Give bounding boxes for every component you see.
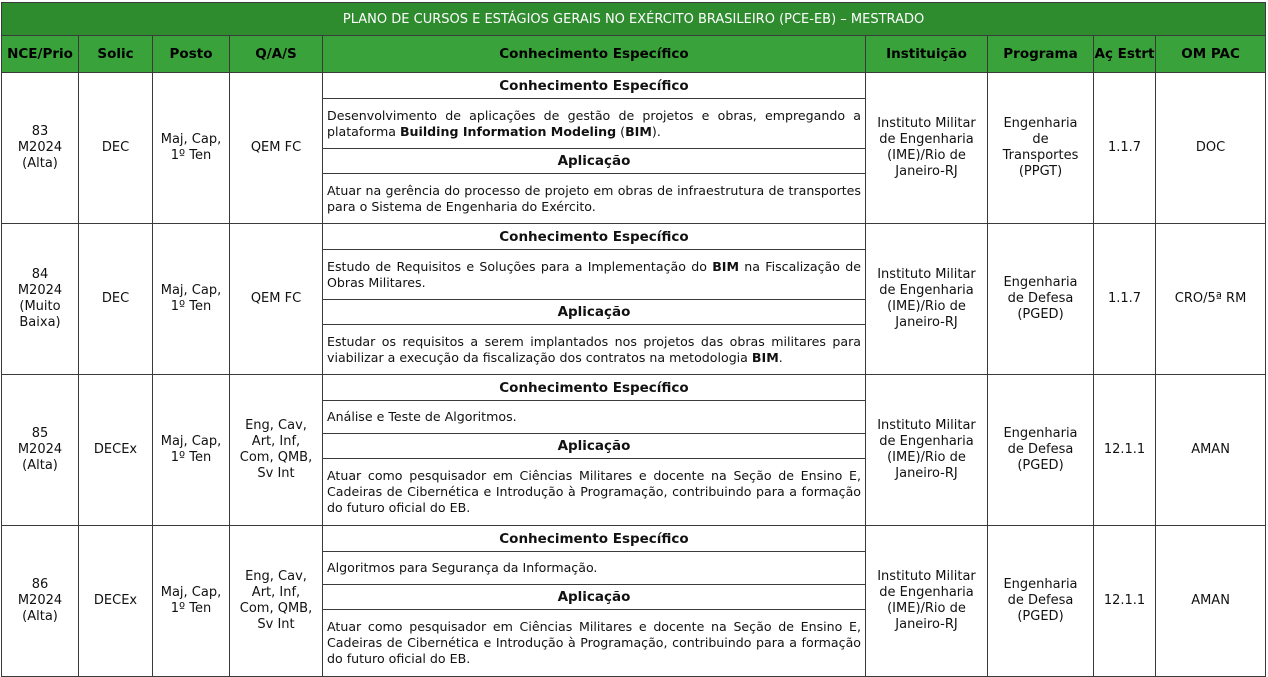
instituicao-cell [866,224,988,375]
posto-cell [153,375,230,526]
conhecimento-bold: Building Information Modeling [399,123,617,139]
knowledge-cell [323,375,866,526]
header-ac-estrt: Aç Estrt [1094,36,1156,73]
header-row [2,36,1266,73]
qas-cell [230,73,323,224]
nce-number: 83 [31,124,49,139]
qas-cell [230,224,323,375]
subheader-conhecimento: Conhecimento Específico [499,228,689,245]
programa-text: Engenharia de Transportes (PPGT) [1002,116,1079,179]
knowledge-subtable [323,375,865,525]
nce-cell [2,73,79,224]
table-row [2,73,1266,224]
ac-estrt-cell: 12.1.1 [1094,526,1156,677]
nce-priority: (Alta) [22,458,58,473]
aplicacao-text [323,325,865,375]
conhecimento-part: Algoritmos para Segurança da Informação. [327,560,598,575]
header-om-pac: OM PAC [1156,36,1266,73]
posto-text: Maj, Cap, 1º Ten [160,434,222,465]
conhecimento-part: Análise e Teste de Algoritmos. [327,409,517,424]
conhecimento-bold: BIM [712,258,740,274]
header-solic: Solic [79,36,153,73]
posto-cell [153,73,230,224]
subheader-aplicacao: Aplicação [323,585,865,610]
knowledge-cell [323,526,866,677]
conhecimento-bold: BIM [625,123,652,139]
table-row [2,526,1266,677]
subheader-aplicacao: Aplicação [323,434,865,459]
conhecimento-part: Estudo de Requisitos e Soluções para a Implementação do [327,258,713,274]
subheader-conhecimento: Conhecimento Específico [499,379,689,396]
solic-cell: DECEx [79,526,153,677]
nce-priority: (Alta) [22,609,58,624]
instituicao-text: Instituto Militar de Engenharia (IME)/Rio de Janeiro-RJ [877,116,976,179]
knowledge-subtable [323,526,865,676]
conhecimento-part: Desenvolvimento de aplicações de gestão de projetos e obras, empregando a plataforma [327,107,861,139]
conhecimento-part: na Fiscalização de Obras Militares. [327,258,861,290]
table-title: PLANO DE CURSOS E ESTÁGIOS GERAIS NO EXÉRCITO BRASILEIRO (PCE-EB) – MESTRADO [2,3,1266,36]
om-pac-cell: AMAN [1156,526,1266,677]
nce-code: M2024 [17,140,63,155]
ac-estrt-cell: 12.1.1 [1094,375,1156,526]
header-qas: Q/A/S [230,36,323,73]
nce-code: M2024 [17,593,63,608]
ac-estrt-cell: 1.1.7 [1094,224,1156,375]
posto-text: Maj, Cap, 1º Ten [160,585,222,616]
conhecimento-part: ( [616,123,626,139]
aplicacao-part: Atuar na gerência do processo de projeto em obras de infraestrutura de transportes para o Sistema de Engenharia do Exército. [327,182,861,214]
conhecimento-text [323,401,865,434]
subheader-conhecimento: Conhecimento Específico [499,77,689,94]
programa-text: Engenharia de Defesa (PGED) [1003,275,1078,322]
qas-text: QEM FC [250,291,302,306]
solic-cell: DEC [79,73,153,224]
om-pac-cell: DOC [1156,73,1266,224]
qas-text: Eng, Cav, Art, Inf, Com, QMB, Sv Int [239,418,313,481]
programa-text: Engenharia de Defesa (PGED) [1003,577,1078,624]
nce-priority: (Alta) [22,156,58,171]
table-row [2,224,1266,375]
nce-number: 84 [31,267,49,282]
ac-estrt-cell: 1.1.7 [1094,73,1156,224]
knowledge-subtable [323,73,865,223]
qas-text: Eng, Cav, Art, Inf, Com, QMB, Sv Int [239,569,313,632]
posto-text: Maj, Cap, 1º Ten [160,132,222,163]
instituicao-text: Instituto Militar de Engenharia (IME)/Rio de Janeiro-RJ [877,418,976,481]
header-instituicao: Instituição [866,36,988,73]
header-conhecimento: Conhecimento Específico [323,36,866,73]
aplicacao-text [323,610,865,677]
programa-cell [988,375,1094,526]
nce-cell [2,224,79,375]
instituicao-text: Instituto Militar de Engenharia (IME)/Rio de Janeiro-RJ [877,267,976,330]
pce-eb-table-wrapper [1,2,1265,677]
aplicacao-part: . [778,349,783,365]
programa-cell [988,73,1094,224]
pce-eb-table [1,2,1266,677]
table-body [2,73,1266,677]
aplicacao-part: Atuar como pesquisador em Ciências Militares e docente na Seção de Ensino E, Cadeiras de Cibernética e Introdução à Programação, contribuindo para a formação do futuro oficial do EB. [327,468,861,515]
nce-code: M2024 [17,442,63,457]
solic-cell: DECEx [79,375,153,526]
subheader-aplicacao: Aplicação [323,300,865,325]
aplicacao-part: Estudar os requisitos a serem implantados nos projetos das obras militares para viabilizar a execução da fiscalização dos contratos na metodologia [327,333,861,365]
knowledge-subtable [323,224,865,374]
nce-priority: (Muito Baixa) [19,299,61,330]
solic-cell: DEC [79,224,153,375]
aplicacao-bold: BIM [751,349,779,365]
instituicao-cell [866,375,988,526]
qas-text: QEM FC [250,140,302,155]
nce-cell [2,526,79,677]
programa-cell [988,224,1094,375]
table-row [2,375,1266,526]
nce-number: 86 [31,577,49,592]
knowledge-cell [323,73,866,224]
instituicao-cell [866,526,988,677]
aplicacao-part: Atuar como pesquisador em Ciências Militares e docente na Seção de Ensino E, Cadeiras de Cibernética e Introdução à Programação, contribuindo para a formação do futuro oficial do EB. [327,619,861,666]
subheader-conhecimento: Conhecimento Específico [499,530,689,547]
qas-cell [230,526,323,677]
programa-text: Engenharia de Defesa (PGED) [1003,426,1078,473]
nce-cell [2,375,79,526]
conhecimento-text [323,250,865,300]
subheader-aplicacao: Aplicação [323,149,865,174]
posto-cell [153,526,230,677]
instituicao-cell [866,73,988,224]
aplicacao-text [323,459,865,526]
om-pac-cell: AMAN [1156,375,1266,526]
posto-text: Maj, Cap, 1º Ten [160,283,222,314]
header-programa: Programa [988,36,1094,73]
conhecimento-part: ). [651,123,661,139]
nce-code: M2024 [17,283,63,298]
qas-cell [230,375,323,526]
header-nce: NCE/Prio [2,36,79,73]
header-posto: Posto [153,36,230,73]
om-pac-cell: CRO/5ª RM [1156,224,1266,375]
conhecimento-text [323,552,865,585]
nce-number: 85 [31,426,49,441]
knowledge-cell [323,224,866,375]
conhecimento-text [323,99,865,149]
programa-cell [988,526,1094,677]
aplicacao-text [323,174,865,224]
instituicao-text: Instituto Militar de Engenharia (IME)/Rio de Janeiro-RJ [877,569,976,632]
posto-cell [153,224,230,375]
